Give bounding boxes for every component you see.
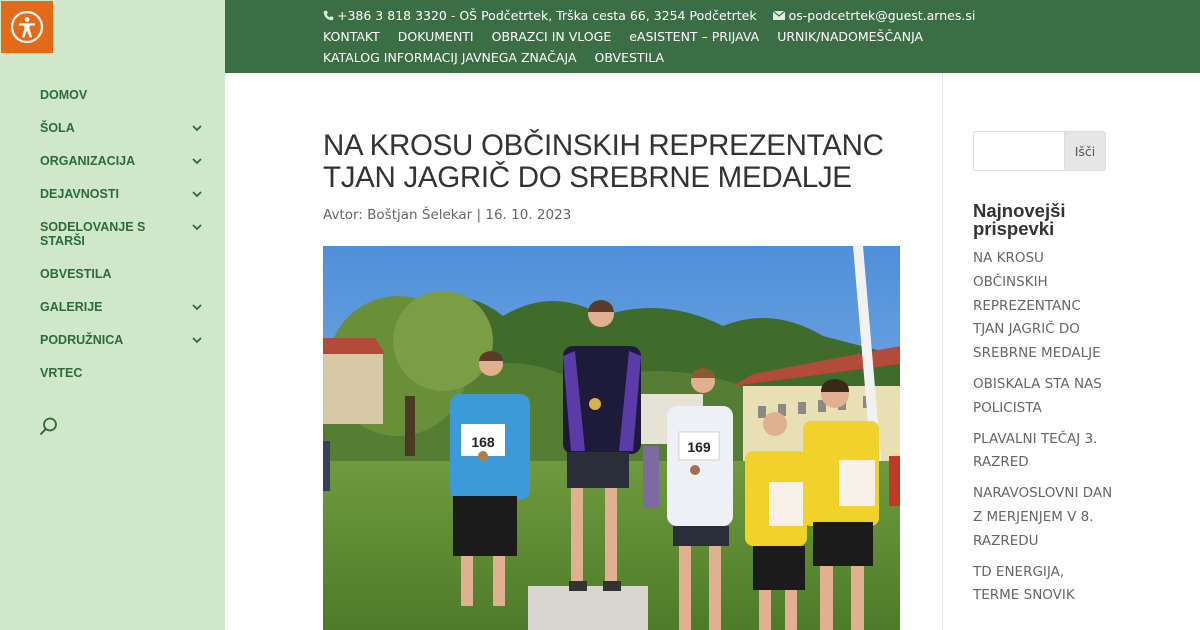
recent-post-link[interactable]: PLAVALNI TEČAJ 3. RAZRED bbox=[973, 430, 1098, 471]
left-sidebar bbox=[0, 0, 225, 630]
bib-number-169: 169 bbox=[687, 439, 711, 455]
main-navigation bbox=[40, 88, 210, 399]
nav-item-galerije[interactable] bbox=[40, 300, 210, 333]
chevron-down-icon[interactable] bbox=[190, 333, 204, 347]
recent-post-link[interactable]: NARAVOSLOVNI DAN Z MERJENJEM V 8. RAZREDU bbox=[973, 485, 1113, 549]
author-prefix: Avtor: bbox=[323, 207, 363, 223]
top-menu-katalog-informacij[interactable]: KATALOG INFORMACIJ JAVNEGA ZNAČAJA bbox=[323, 50, 577, 65]
sidebar-search bbox=[973, 131, 1106, 171]
author-link[interactable]: Boštjan Šelekar bbox=[367, 207, 473, 223]
phone-icon bbox=[323, 10, 334, 21]
top-menu-urnik-nadomescanja[interactable]: URNIK/NADOMEŠČANJA bbox=[777, 29, 924, 44]
email-text: os-podcetrtek@guest.arnes.si bbox=[788, 8, 976, 23]
nav-item-label: DOMOV bbox=[40, 88, 88, 102]
article-date: 16. 10. 2023 bbox=[485, 207, 572, 223]
nav-item-label: PODRUŽNICA bbox=[40, 333, 124, 347]
search-submit-button[interactable]: Išči bbox=[1064, 131, 1106, 171]
top-menu-easistent-prijava[interactable]: eASISTENT – PRIJAVA bbox=[629, 29, 760, 44]
sidebar-divider bbox=[942, 73, 943, 630]
article-title: NA KROSU OBČINSKIH REPREZENTANC TJAN JAGRIČ DO SREBRNE MEDALJE bbox=[323, 129, 884, 194]
nav-item-domov[interactable] bbox=[40, 88, 210, 121]
nav-item-organizacija[interactable] bbox=[40, 154, 210, 187]
email-link[interactable] bbox=[773, 8, 976, 23]
top-header bbox=[225, 0, 1200, 73]
nav-item-vrtec[interactable] bbox=[40, 366, 210, 399]
chevron-down-icon[interactable] bbox=[190, 300, 204, 314]
recent-post-link[interactable]: NA KROSU OBČINSKIH REPREZENTANC TJAN JAGRIČ DO SREBRNE MEDALJE bbox=[973, 250, 1101, 362]
top-menu-row-1 bbox=[323, 29, 941, 44]
top-menu-row-2 bbox=[323, 50, 682, 65]
nav-item-label: VRTEC bbox=[40, 366, 83, 380]
chevron-down-icon[interactable] bbox=[190, 220, 204, 234]
article-header bbox=[323, 130, 903, 223]
nav-item-obvestila[interactable] bbox=[40, 267, 210, 300]
nav-item-sodelovanje-s-starsi[interactable] bbox=[40, 220, 210, 267]
top-menu-obvestila[interactable]: OBVESTILA bbox=[594, 50, 665, 65]
nav-item-label: SODELOVANJE S STARŠI bbox=[40, 220, 146, 248]
top-menu-kontakt[interactable]: KONTAKT bbox=[323, 29, 380, 44]
contact-info bbox=[323, 8, 975, 23]
accessibility-button[interactable] bbox=[1, 1, 53, 53]
phone-address-text: +386 3 818 3320 - OŠ Podčetrtek, Trška cesta 66, 3254 Podčetrtek bbox=[337, 8, 757, 23]
meta-separator: | bbox=[476, 207, 482, 223]
nav-item-podruznica[interactable] bbox=[40, 333, 210, 366]
article-meta bbox=[323, 207, 903, 223]
top-menu-dokumenti[interactable]: DOKUMENTI bbox=[397, 29, 474, 44]
chevron-down-icon[interactable] bbox=[190, 154, 204, 168]
recent-post-link[interactable]: TD ENERGIJA, TERME SNOVIK bbox=[973, 563, 1075, 604]
nav-item-sola[interactable] bbox=[40, 121, 210, 154]
recent-posts-title: Najnovejši prispevki bbox=[973, 200, 1066, 239]
recent-posts-list bbox=[973, 247, 1113, 615]
nav-item-label: OBVESTILA bbox=[40, 267, 112, 281]
top-menu-obrazci-in-vloge[interactable]: OBRAZCI IN VLOGE bbox=[491, 29, 612, 44]
podium-photo bbox=[323, 246, 900, 630]
envelope-icon bbox=[773, 11, 785, 20]
recent-post-link[interactable]: OBISKALA STA NAS POLICISTA bbox=[973, 375, 1102, 416]
nav-item-label: ORGANIZACIJA bbox=[40, 154, 136, 168]
nav-item-label: DEJAVNOSTI bbox=[40, 187, 119, 201]
chevron-down-icon[interactable] bbox=[190, 187, 204, 201]
article-photo[interactable] bbox=[323, 246, 900, 630]
sidebar-search-input[interactable] bbox=[973, 131, 1064, 171]
nav-item-label: ŠOLA bbox=[40, 121, 75, 135]
accessibility-icon bbox=[10, 10, 44, 44]
search-icon[interactable] bbox=[38, 416, 60, 438]
nav-item-label: GALERIJE bbox=[40, 300, 103, 314]
nav-item-dejavnosti[interactable] bbox=[40, 187, 210, 220]
bib-number-168: 168 bbox=[471, 434, 495, 450]
chevron-down-icon[interactable] bbox=[190, 121, 204, 135]
